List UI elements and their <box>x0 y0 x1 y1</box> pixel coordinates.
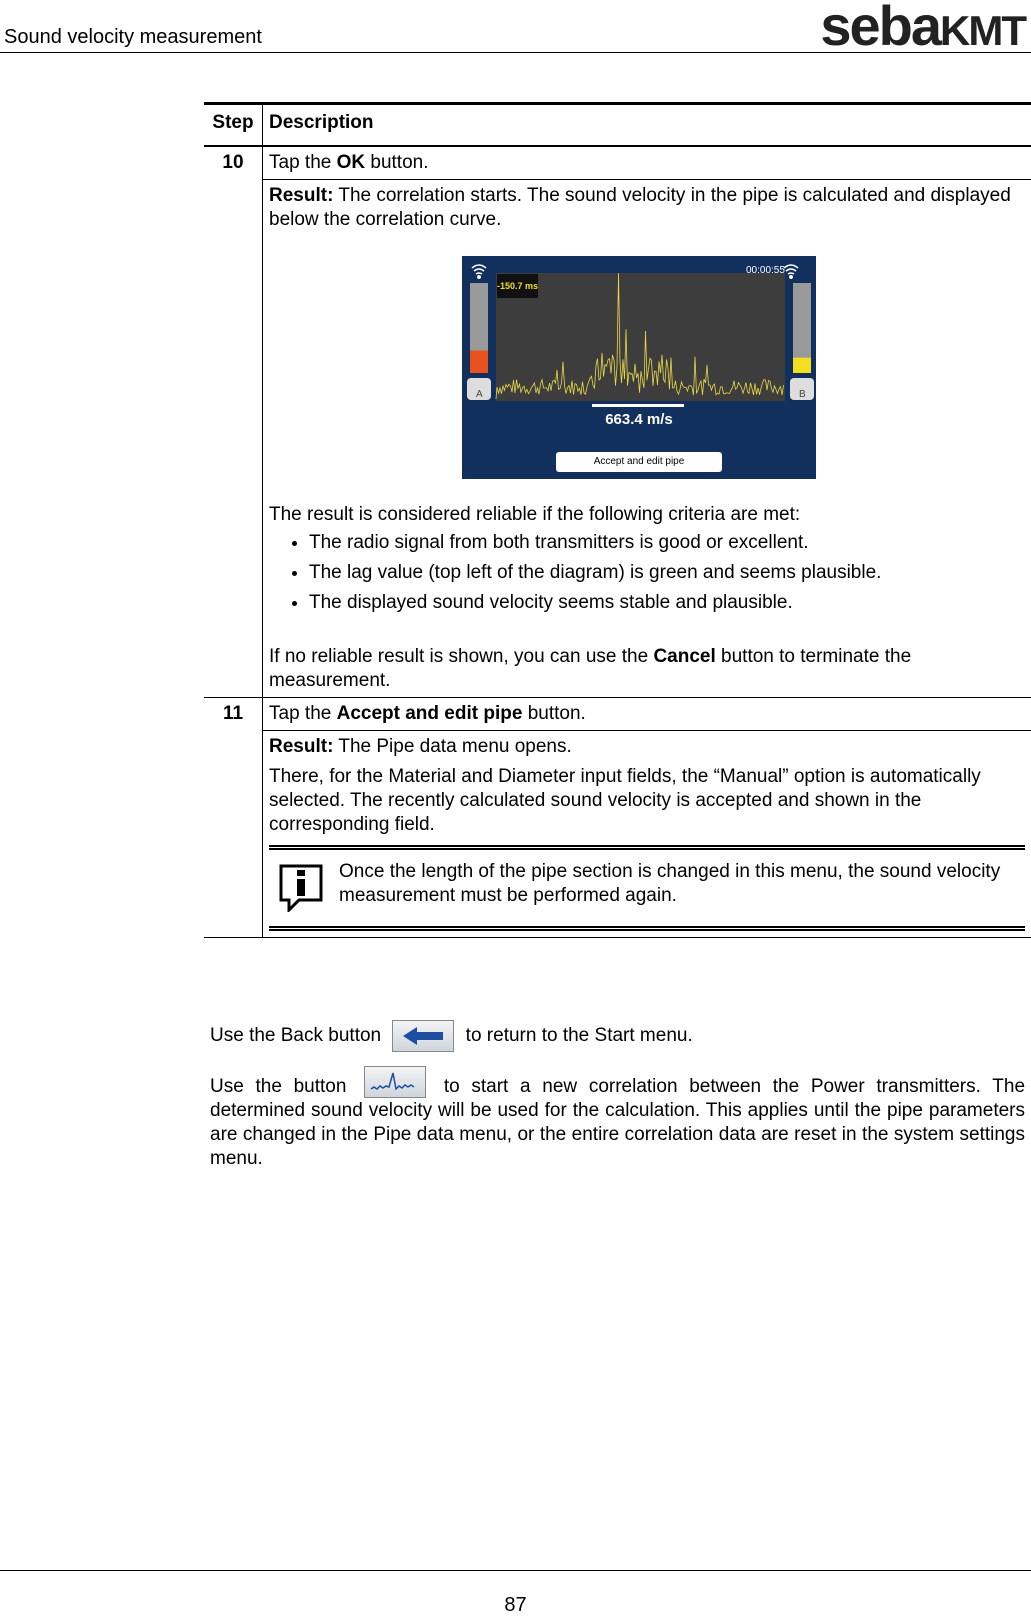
label-b[interactable]: B <box>799 389 806 400</box>
step-number: 11 <box>204 698 263 938</box>
sebakmt-logo: sebaKMT <box>820 0 1025 57</box>
wifi-icon-a <box>472 265 486 278</box>
device-screenshot <box>462 256 816 479</box>
step-result: Result: The correlation starts. The sound velocity in the pipe is calculated and displayed below the correlation curve. A B 00:00:55 -150.7 ms 663.4 m/s Accept and edit pipe The result is considered reliable if the following criteria are met: • The radio signal from both transmitters is good or excellent. • The lag value (top left of the diagram) is green and seems plausible. • The displayed sound velocity seems stable and plausible. If no reliable result is shown, you can use the Cancel button to terminate the measurement. <box>263 180 1031 698</box>
correlation-button-icon <box>364 1066 426 1098</box>
criteria-item: • The displayed sound velocity seems stable and plausible. <box>309 591 1025 615</box>
label-a[interactable]: A <box>476 389 483 400</box>
result-detail: There, for the Material and Diameter input fields, the “Manual” option is automatically selected. The recently calculated sound velocity is accepted and shown in the corresponding field. <box>269 766 981 835</box>
signal-fill-b <box>793 358 811 373</box>
velocity-underline <box>592 404 684 407</box>
col-step: Step <box>204 104 263 147</box>
step-action: Tap the OK button. <box>269 152 429 173</box>
criteria-item: • The radio signal from both transmitters is good or excellent. <box>309 531 1025 555</box>
footer-divider <box>0 1570 1031 1571</box>
timer: 00:00:55 <box>746 265 785 276</box>
step-number: 10 <box>204 146 263 698</box>
criteria-item: • The lag value (top left of the diagram) is green and seems plausible. <box>309 561 1025 585</box>
info-note: Once the length of the pipe section is changed in this menu, the sound velocity measurement must be performed again. <box>269 845 1025 931</box>
step-result: Result: The Pipe data menu opens. There, for the Material and Diameter input fields, the “Manual” option is automatically selected. The recently calculated sound velocity is accepted and shown in the corresponding field. Once the length of the pipe section is changed in this menu, the sound velocity measurement must be performed again. <box>263 731 1031 938</box>
cancel-text: If no reliable result is shown, you can use the Cancel button to terminate the measurement. <box>269 646 912 691</box>
page-number: 87 <box>504 1594 527 1616</box>
criteria-intro: The result is considered reliable if the following criteria are met: <box>269 504 801 525</box>
signal-fill-a <box>470 351 488 374</box>
wifi-icon-b <box>784 265 798 278</box>
info-icon <box>279 864 323 912</box>
back-button-icon <box>392 1020 454 1052</box>
lag-value: -150.7 ms <box>497 274 538 298</box>
back-instruction: Use the Back button to return to the Start menu. <box>210 1020 693 1052</box>
header-title: Sound velocity measurement <box>4 26 262 48</box>
header-divider <box>0 52 1031 53</box>
correlate-instruction: Use the button to start a new correlation between the Power transmitters. The determined sound velocity will be used for the calculation. This applies until the pipe parameters are changed in the Pipe data menu, or the entire correlation data are reset in the system settings menu. <box>210 1075 1025 1171</box>
step-action: Tap the Accept and edit pipe button. <box>263 698 1031 731</box>
criteria-list <box>269 531 1025 615</box>
velocity-value: 663.4 m/s <box>605 411 673 428</box>
steps-table <box>204 102 1031 938</box>
accept-edit-pipe-button[interactable]: Accept and edit pipe <box>556 452 722 472</box>
col-description: Description <box>263 104 1031 147</box>
